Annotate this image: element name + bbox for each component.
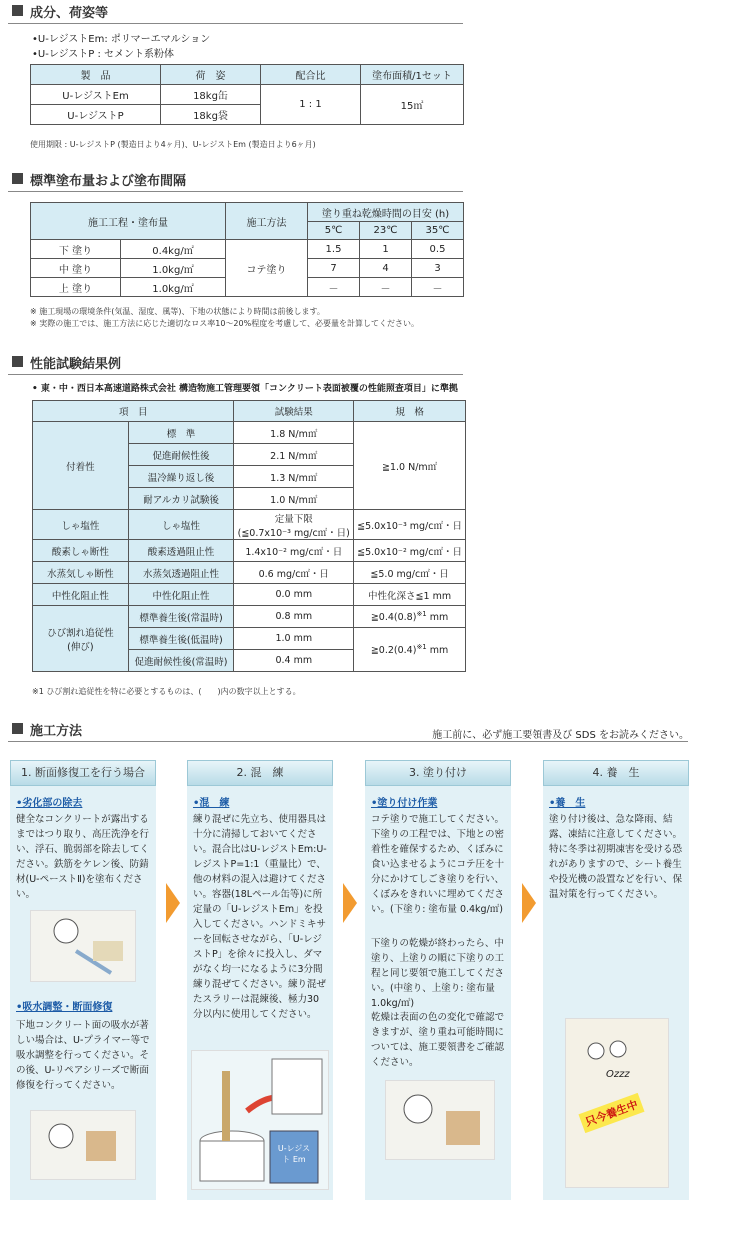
coverage-note-1: ※ 施工現場の環境条件(気温、湿度、風等)、下地の状態により時間は前後します。 [30,307,325,316]
performance-table: 項 目 試験結果 規 格 付着性 標 準 1.8 N/m㎡ ≧1.0 N/m㎡ 促進耐候性後 2.1 N/m㎡ 温冷繰り返し後 1.3 N/m㎡ 耐アルカリ試験後 1.0 N/m㎡ しゃ塩性 しゃ塩性 定量下限 (≦0.7x10⁻³ mg/c㎡・日) ≦5.0x10⁻³ mg/c㎡・日 酸素しゃ断性 酸素透過阻止性 1.4x10⁻² mg/c㎡・日 ≦5.0x10⁻² mg/c㎡・日 水蒸気しゃ断性 水蒸気透過阻止性 0.6 mg/c㎡・日 ≦5.0 mg/c㎡・日 中性化阻止性 中性化阻止性 0.0 mm 中性化深さ≦1 mm ひび割れ追従性 (伸び) 標準養生後(常温時) 0.8 mm $≧0.4(0.8)^{※1}$ mm 標準養生後(低温時) 1.0 mm $≧0.2(0.4)^{※1}$ mm 促進耐候性後(常温時) 0.4 mm [32,400,466,672]
step-4-panel: 4. 養 生 •養 生 塗り付け後は、急な降雨、結露、凍結に注意してください。特に冬季は初期凍害を受ける恐れがありますので、シート養生や投光機の設置などを行い、保温対策を行ってください。 Ozzz 只今養生中 [543,760,689,1200]
trowel-illustration [385,1080,495,1160]
section-header-method: 施工方法 [8,720,688,742]
square-bullet-icon [12,723,23,734]
expiry-note: 使用期限 : U-レジストP (製造日より4ヶ月)、U-レジストEm (製造日より6ヶ月) [30,140,316,149]
arrow-right-icon [522,883,536,923]
step-1-panel: 1. 断面修復工を行う場合 •劣化部の除去 健全なコンクリートが露出するまではつり取り、高圧洗浄を行い、浮石、脆弱部を除去してください。鉄筋をケレン後、防錆材(U-ペーストⅡ)を塗布ください。 •吸水調整・断面修復 下地コンクリート面の吸水が著しい場合は、U-プライマー等で吸水調整を行ってください。その後、U-リペアシリーズで断面修復を行ってください。 [10,760,156,1200]
step-2-panel: 2. 混 練 •混 練 練り混ぜに先立ち、使用器具は十分に清掃しておいてください。混合比はU-レジストEm:U-レジストP=1:1（重量比）で、他の材料の混入は避けてください。容器(18Lペール缶等)に所定量の「U-レジストEm」を投入してください。ハンドミキサーを回転させながら、「U-レジストP」を徐々に投入し、ダマがなく均一になるように3分間練り混ぜてください。練り混ぜたスラリーは混練後、極力30分以内に使用してください。 U-レジスト Em [187,760,333,1200]
coverage-table: 施工工程・塗布量 施工方法 塗り重ね乾燥時間の目安 (h) 5℃ 23℃ 35℃ 下 塗り 0.4kg/㎡ コテ塗り 1.5 1 0.5 中 塗り 1.0kg/㎡ 7 4 3 上 塗り 1.0kg/㎡ － － － [30,202,464,297]
square-bullet-icon [12,5,23,16]
arrow-right-icon [343,883,357,923]
bullet-em: •U-レジストEm: ポリマーエマルション [32,34,211,45]
square-bullet-icon [12,173,23,184]
curing-sign: 只今養生中 [578,1093,644,1133]
coverage-note-2: ※ 実際の施工では、施工方法に応じた適切なロス率10～20%程度を考慮して、必要量を計算してください。 [30,319,420,328]
arrow-right-icon [166,883,180,923]
mixing-illustration: U-レジスト Em [191,1050,329,1190]
crack-note: ※1 ひび割れ追従性を特に必要とするものは、( )内の数字以上とする。 [32,687,301,696]
standard-lead: • 東・中・西日本高速道路株式会社 構造物施工管理要領「コンクリート表面被覆の性能照査項目」に準拠 [32,384,458,394]
primer-illustration [30,1110,136,1180]
repair-illustration [30,910,136,982]
square-bullet-icon [12,356,23,367]
step-3-panel: 3. 塗り付け •塗り付け作業 コテ塗りで施工してください。下塗りの工程では、下地との密着性を確保するため、くぼみに食い込ませるようにコテ圧を十分にかけてしごき塗りを行い、くぼみをきれいに埋めてください。(下塗り: 塗布量 0.4kg/㎡) 下塗りの乾燥が終わったら、中塗り、上塗りの順に下塗りの工程と同じ要領で施工してください。(中塗り、上塗り: 塗布量1.0kg/㎡) 乾燥は表面の色の変化で確認できますが、塗り重ね可能時間については、施工要領書をご確認ください。 [365,760,511,1200]
sds-notice: 施工前に、必ず施工要領書及び SDS をお読みください。 [432,730,689,741]
section-header-composition: 成分、荷姿等 [8,2,463,24]
section-header-coverage: 標準塗布量および塗布間隔 [8,170,463,192]
section-header-performance: 性能試験結果例 [8,353,463,375]
product-table: 製 品 荷 姿 配合比 塗布面積/1セット U-レジストEm 18kg缶 1 : 1 15㎡ U-レジストP 18kg袋 [30,64,464,125]
curing-sheet-illustration: Ozzz 只今養生中 [565,1018,669,1188]
bullet-p: •U-レジストP : セメント系粉体 [32,49,175,60]
